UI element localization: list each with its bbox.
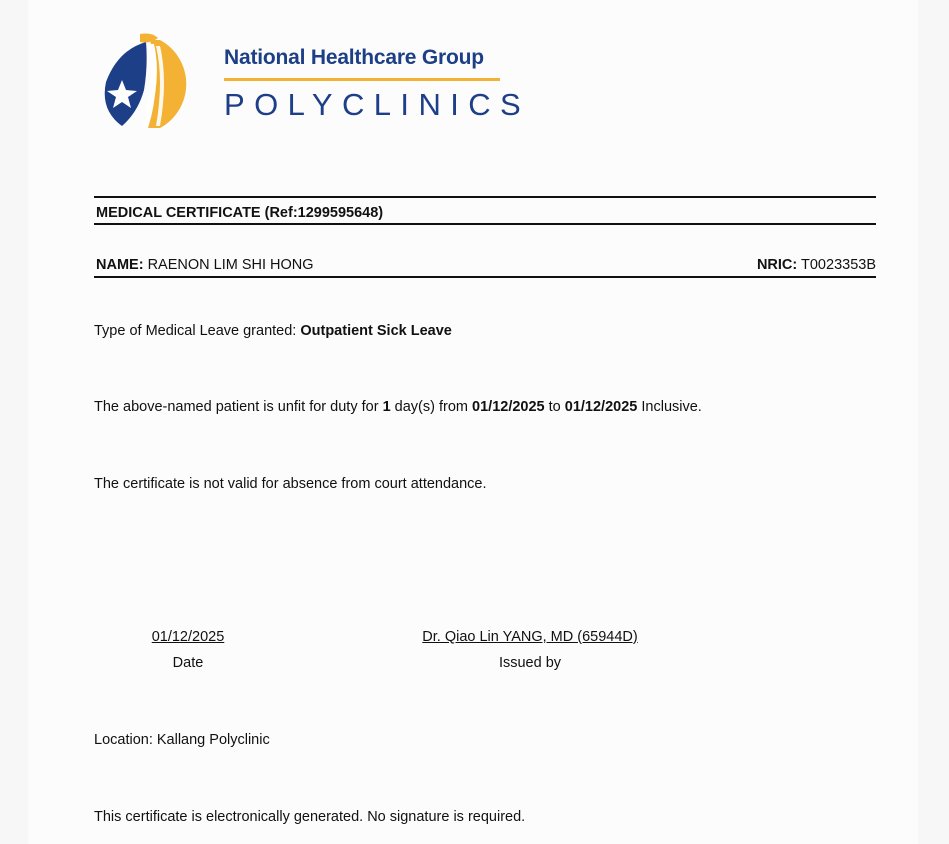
nhg-polyclinics-logo [98, 30, 531, 130]
unfit-duration-line [94, 399, 702, 415]
certificate-title: MEDICAL CERTIFICATE (Ref:1299595648) [96, 205, 384, 221]
title-top-rule [94, 196, 876, 198]
electronic-generation-note: This certificate is electronically generated. No signature is required. [94, 809, 526, 825]
nric-row [757, 257, 876, 273]
clinic-location: Location: Kallang Polyclinic [94, 732, 270, 748]
nhg-star-figure-logo-icon [98, 30, 218, 130]
unfit-prefix: The above-named patient is unfit for duty for [94, 399, 379, 415]
leave-type-prefix: Type of Medical Leave granted: [94, 323, 297, 339]
issue-date-label: Date [172, 655, 204, 671]
leave-type-value: Outpatient Sick Leave [300, 323, 452, 339]
title-bottom-rule [94, 223, 876, 225]
unfit-mid1: day(s) from [394, 399, 468, 415]
unfit-suffix: Inclusive. [641, 399, 702, 415]
leave-type-line [94, 323, 452, 339]
issuing-doctor: Dr. Qiao Lin YANG, MD (65944D) [422, 629, 638, 645]
patient-name: RAENON LIM SHI HONG [147, 257, 314, 273]
name-bottom-rule [94, 276, 876, 278]
unfit-days: 1 [382, 399, 391, 415]
issued-by-label: Issued by [498, 655, 562, 671]
unfit-to-date: 01/12/2025 [564, 399, 638, 415]
unfit-mid2: to [548, 399, 561, 415]
name-label: NAME: [96, 257, 144, 273]
org-subtitle: POLYCLINICS [224, 87, 531, 122]
issue-date: 01/12/2025 [151, 629, 225, 645]
nric-value: T0023353B [801, 257, 876, 273]
logo-divider [224, 78, 500, 81]
org-name: National Healthcare Group [224, 46, 484, 69]
nric-label: NRIC: [756, 257, 798, 273]
court-attendance-note: The certificate is not valid for absence from court attendance. [94, 476, 487, 492]
patient-name-row [96, 257, 314, 273]
unfit-from-date: 01/12/2025 [472, 399, 545, 415]
